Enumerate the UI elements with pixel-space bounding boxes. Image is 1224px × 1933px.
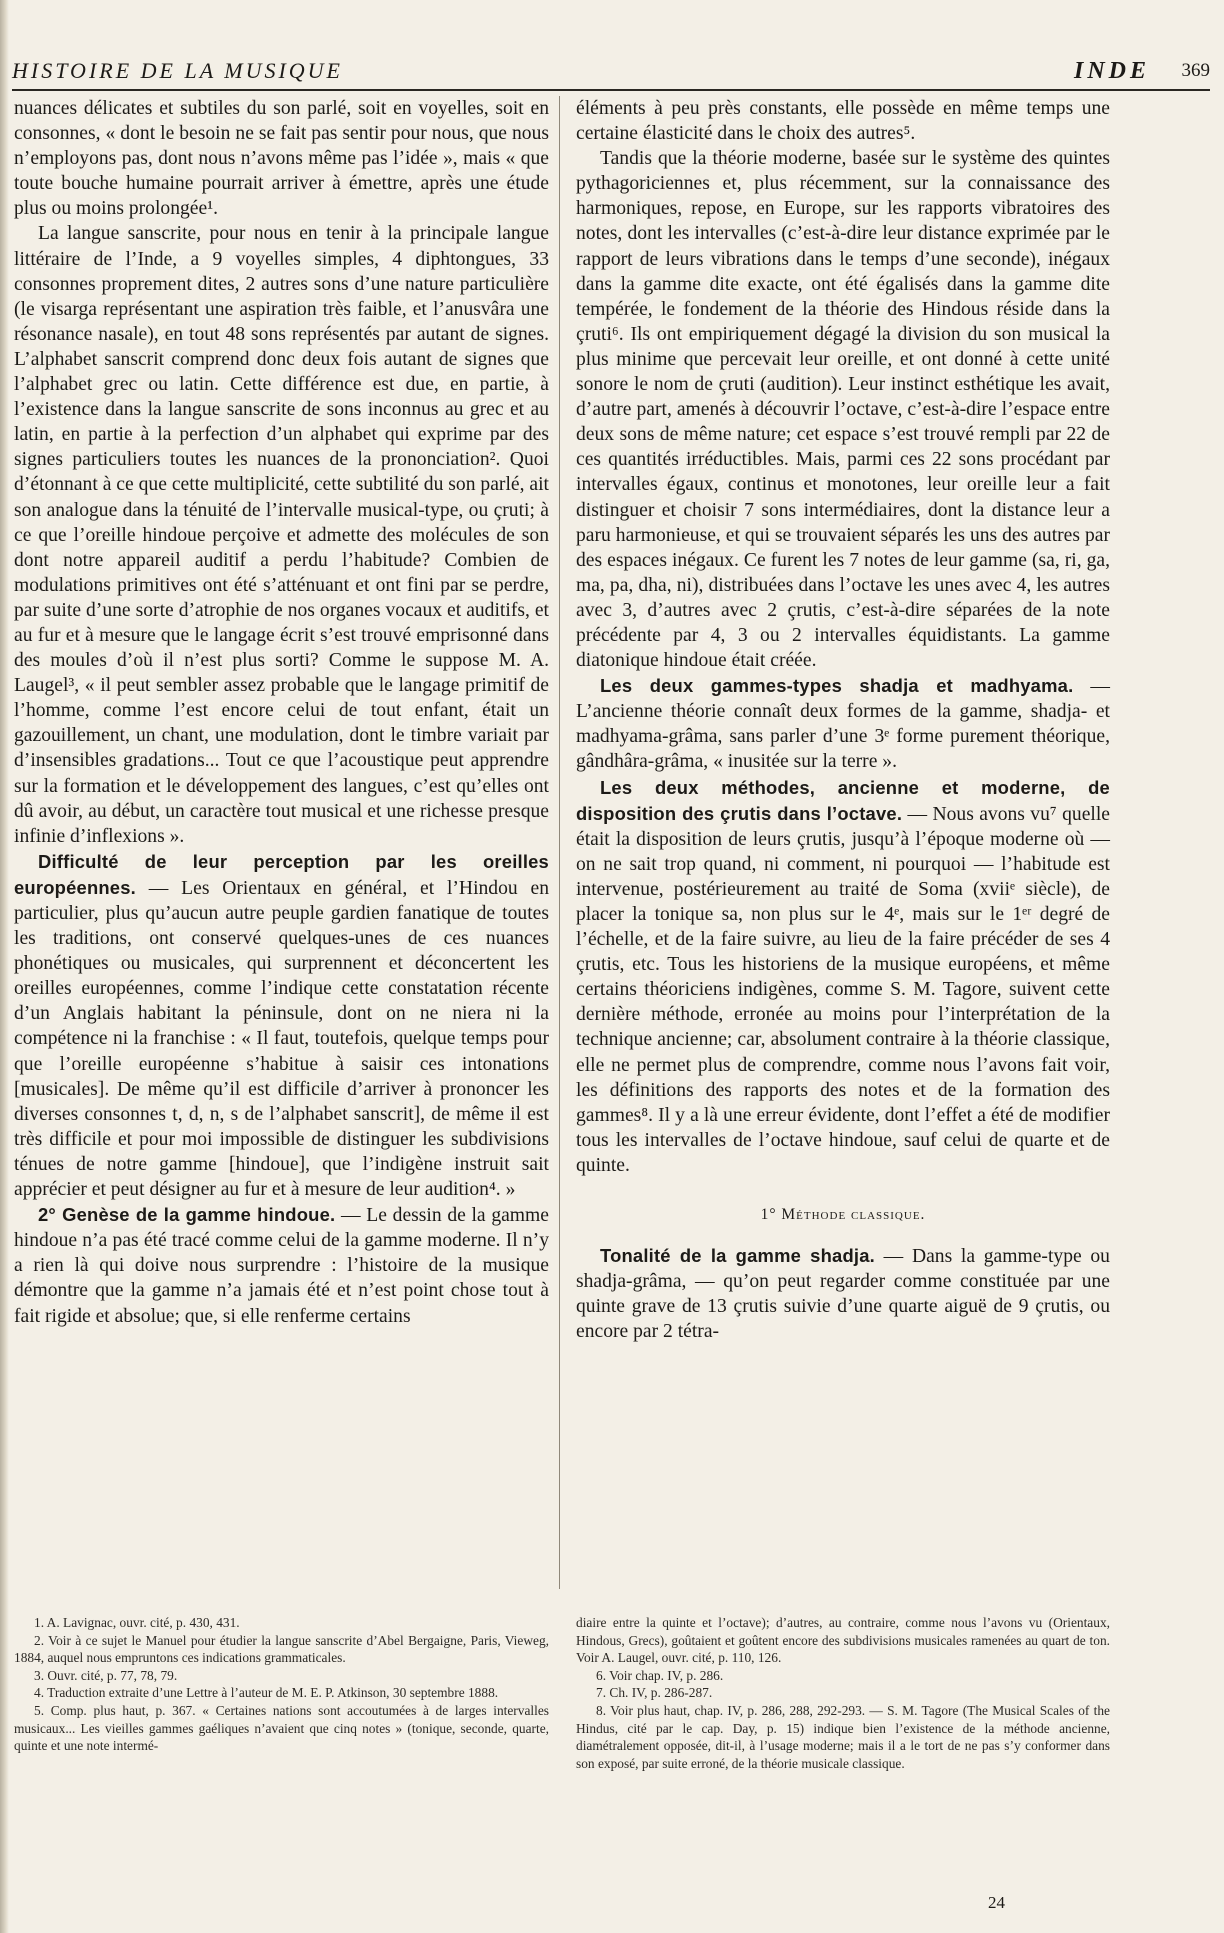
running-head-title: HISTOIRE DE LA MUSIQUE	[12, 58, 343, 83]
right-paragraph-1: éléments à peu près constants, elle possède en même temps une certaine élasticité dans le choix des autres⁵.	[576, 98, 1110, 145]
footnote-1: 1. A. Lavignac, ouvr. cité, p. 430, 431.	[34, 1615, 240, 1630]
footnote-4: 4. Traduction extraite d’une Lettre à l’auteur de M. E. P. Atkinson, 30 septembre 1888.	[34, 1685, 499, 1701]
right-paragraph-2: Tandis que la théorie moderne, basée sur le système des quintes pythagoriciennes et, plus récemment, sur la connaissance des harmoniques, repose, en Europe, sur les rapports vibratoires des notes, dont les intervalles (c’est-à-dire leur distance exprimée par le rapport de leurs vibrations dans le temps d’une seconde), inégaux dans la gamme dite exacte, ont été égalisés dans la gamme dite tempérée, le fondement de la théorie des Hindous réside dans la çruti⁶. Ils ont empiriquement dégagé la division du son musical la plus minime que percevait leur oreille, et ont donné à cette unité sonore le nom de çruti (audition). Leur instinct esthétique les avait, d’autre part, amenés à découvrir l’octave, c’est-à-dire l’espace entre deux sons de même nature; cet espace s’est trouvé rempli par 22 de ces quantités irréductibles. Mais, parmi ces 22 sons procédant par intervalles égaux, continus et monotones, leur oreille leur a fait distinguer et choisir 7 sons intermédiaires, dont la distance leur a paru harmonieuse, et qui se trouvaient séparés les uns des autres par des espaces inégaux. Ce furent les 7 notes de leur gamme (sa, ri, ga, ma, pa, dha, ni), distribuées dans l’octave les unes avec 4, les autres avec 3, d’autres avec 2 çrutis, c’est-à-dire séparées de la note précédente par 4, 3 ou 2 intervalles équidistants. La gamme diatonique hindoue était créée.	[576, 148, 1110, 672]
left-paragraph-3-text: — Les Orientaux en général, et l’Hindou en particulier, plus qu’aucun autre peuple gardien fanatique de toutes les traditions, ont conservé quelques-unes de ces nuances phonétiques ou musicales, qui surprennent et déconcertent les oreilles européennes, comme l’indique cette constatation récente d’un Anglais habitant la péninsule, dont on ne niera ni la compétence ni la franchise : « Il faut, toutefois, quelque temps pour que l’oreille européenne s’habitue à saisir ces intonations [musicales]. De même qu’il est difficile d’arriver à prononcer les diverses consonnes t, d, n, s de l’alphabet sanscrit], de même il est très difficile et pour moi impossible de distinguer les subdivisions ténues de notre gamme [hindoue], que l’indigène instruit sait apprécier et peut désigner au fur et à mesure de leur audition⁴. »	[14, 877, 549, 1201]
footnote-5: 5. Comp. plus haut, p. 367. « Certaines nations sont accoutumées à de larges intervalles musicaux... Les vieilles gammes gaéliques n’avaient que cinq notes » (tonique, seconde, quarte, quinte et une note intermé-	[14, 1702, 549, 1754]
left-paragraph-2: La langue sanscrite, pour nous en tenir à la principale langue littéraire de l’Inde, a 9 voyelles simples, 4 diphtongues, 33 consonnes proprement dites, 2 autres sons d’une nature particulière (le visarga représentant une aspiration très faible, et l’anusvâra une résonance nasale), en tout 48 sons représentés par autant de signes. L’alphabet sanscrit comprend donc deux fois autant de signes que l’alphabet grec ou latin. Cette différence est due, en partie, à l’existence dans la langue sanscrite de sons inconnus au grec et au latin, en partie à la perfection d’un alphabet qui exprime par des signes particuliers toutes les nuances de la prononciation². Quoi d’étonnant à ce que cette multiplicité, cette subtilité du son parlé, ait son analogue dans la ténuité de l’intervalle musical-type, ou çruti; à ce que l’oreille hindoue perçoive et admette des molécules de son dont notre appareil auditif a perdu l’habitude? Combien de modulations primitives ont été s’atténuant et ont fini par se perdre, par suite d’une sorte d’atrophie de nos organes vocaux et auditifs, et au fur et à mesure que le langage écrit s’est trouvé emprisonné dans des moules d’où il n’est plus sorti? Comme le suppose M. A. Laugel³, « il peut sembler assez probable que le langage primitif de l’homme, comme l’est encore celui de tout enfant, était un gazouillement, un chant, une modulation, dont le timbre variait par d’insensibles gradations... Tout ce que l’acoustique peut apprendre sur la formation et le développement des langues, c’est qu’elles ont dû avoir, au début, un caractère tout musical et une richesse presque infinie d’inflexions ».	[14, 223, 549, 847]
right-paragraph-5	[576, 1243, 1110, 1344]
left-heading-genese: 2° Genèse de la gamme hindoue.	[38, 1204, 336, 1226]
right-paragraph-3-text: — L’ancienne théorie connaît deux formes de la gamme, shadja- et madhyama-grâma, sans parler d’une 3ᵉ forme purement théorique, gândhâra-grâma, « inusitée sur la terre ».	[576, 676, 1110, 773]
right-column	[576, 96, 1110, 1345]
footnote-3: 3. Ouvr. cité, p. 77, 78, 79.	[34, 1667, 178, 1683]
left-paragraph-3	[14, 849, 549, 1202]
right-paragraph-5-text: — Dans la gamme-type ou shadja-grâma, — qu’on peut regarder comme constituée par une quinte grave de 13 çrutis suivie d’une quarte aiguë de 9 çrutis, ou encore par 2 tétra-	[576, 1246, 1110, 1343]
left-heading-perception: Difficulté de leur perception par les oreilles européennes.	[14, 850, 549, 898]
left-paragraph-4	[14, 1202, 549, 1328]
running-head-section: INDE	[1073, 58, 1150, 84]
signature-mark: 24	[988, 1893, 1005, 1912]
running-head	[12, 58, 1210, 88]
left-paragraph-4-text: — Le dessin de la gamme hindoue n’a pas été tracé comme celui de la gamme moderne. Il n’y a rien là qui doive nous surprendre : l’histoire de la musique démontre que la gamme n’a jamais été et n’est point chose tout à fait rigide et absolue; que, si elle renferme certains	[14, 1205, 549, 1327]
right-heading-gammes-types: Les deux gammes-types shadja et madhyama.	[600, 675, 1074, 697]
right-paragraph-3	[576, 673, 1110, 774]
footnotes-right	[576, 1614, 1110, 1772]
right-heading-methodes: Les deux méthodes, ancienne et moderne, de disposition des çrutis dans l’octave.	[576, 776, 1110, 824]
footnotes-left	[14, 1614, 549, 1755]
left-paragraph-1: nuances délicates et subtiles du son parlé, soit en voyelles, soit en consonnes, « dont le besoin ne se fait pas sentir pour nous, que nous n’employons pas, dont nous n’avons même pas l’idée », mais « que toute bouche humaine pourrait arriver à émettre, après une étude plus ou moins prolongée¹.	[14, 98, 549, 220]
footnote-7: 7. Ch. IV, p. 286-287.	[596, 1685, 713, 1701]
footnote-8: 8. Voir plus haut, chap. IV, p. 286, 288, 292-293. — S. M. Tagore (The Musical Scales of the Hindus, cité par le cap. Day, p. 15) indique bien l’existence de la méthode ancienne, diamétralement opposée, dit-il, à l’usage moderne; mais il a le tort de ne pas s’y conformer dans son exposé, par suite erroné, de la théorie musicale classique.	[576, 1702, 1110, 1771]
section-title-methode-classique: 1° Méthode classique.	[760, 1206, 926, 1224]
footnote-5-continued: diaire entre la quinte et l’octave); d’autres, au contraire, comme nous l’avons vu (Orientaux, Hindous, Grecs), goûtaient et goûtent encore des subdivisions musicales ramenées au quart de ton. Voir A. Laugel, ouvr. cité, p. 110, 126.	[576, 1615, 1110, 1666]
page-number: 369	[1181, 60, 1210, 81]
footnote-2: 2. Voir à ce sujet le Manuel pour étudier la langue sanscrite d’Abel Bergaigne, Paris, Vieweg, 1884, auquel nous empruntons ces indications grammaticales.	[14, 1632, 549, 1666]
footnote-6: 6. Voir chap. IV, p. 286.	[596, 1667, 724, 1683]
right-paragraph-4-text: — Nous avons vu⁷ quelle était la disposition de leurs çrutis, jusqu’à l’époque moderne où — on ne sait trop quand, ni comment, ni pourquoi — l’habitude est intervenue, postérieurement au traité de Soma (xviiᵉ siècle), de placer la tonique sa, non plus sur le 4ᵉ, mais sur le 1ᵉʳ degré de l’échelle, et de la faire suivre, au lieu de la faire précéder de ses 4 çrutis, etc. Tous les historiens de la musique européens, et même certains théoriciens indigènes, comme S. M. Tagore, suivent cette dernière méthode, erronée au moins pour l’interprétation de la technique ancienne; car, absolument contraire à la théorie classique, elle ne permet plus de comprendre, comme nous l’avons fait voir, les définitions des rapports des notes et de la formation des gammes⁸. Il y a là une erreur évidente, dont l’effet a été de modifier tous les intervalles de l’octave hindoue, sauf celui de quarte et de quinte.	[576, 803, 1110, 1176]
right-heading-tonalite: Tonalité de la gamme shadja.	[600, 1245, 875, 1267]
right-paragraph-4	[576, 775, 1110, 1179]
left-column	[14, 96, 549, 1329]
binding-shadow	[0, 0, 9, 1933]
header-rule	[12, 89, 1210, 91]
column-divider	[559, 96, 560, 1589]
